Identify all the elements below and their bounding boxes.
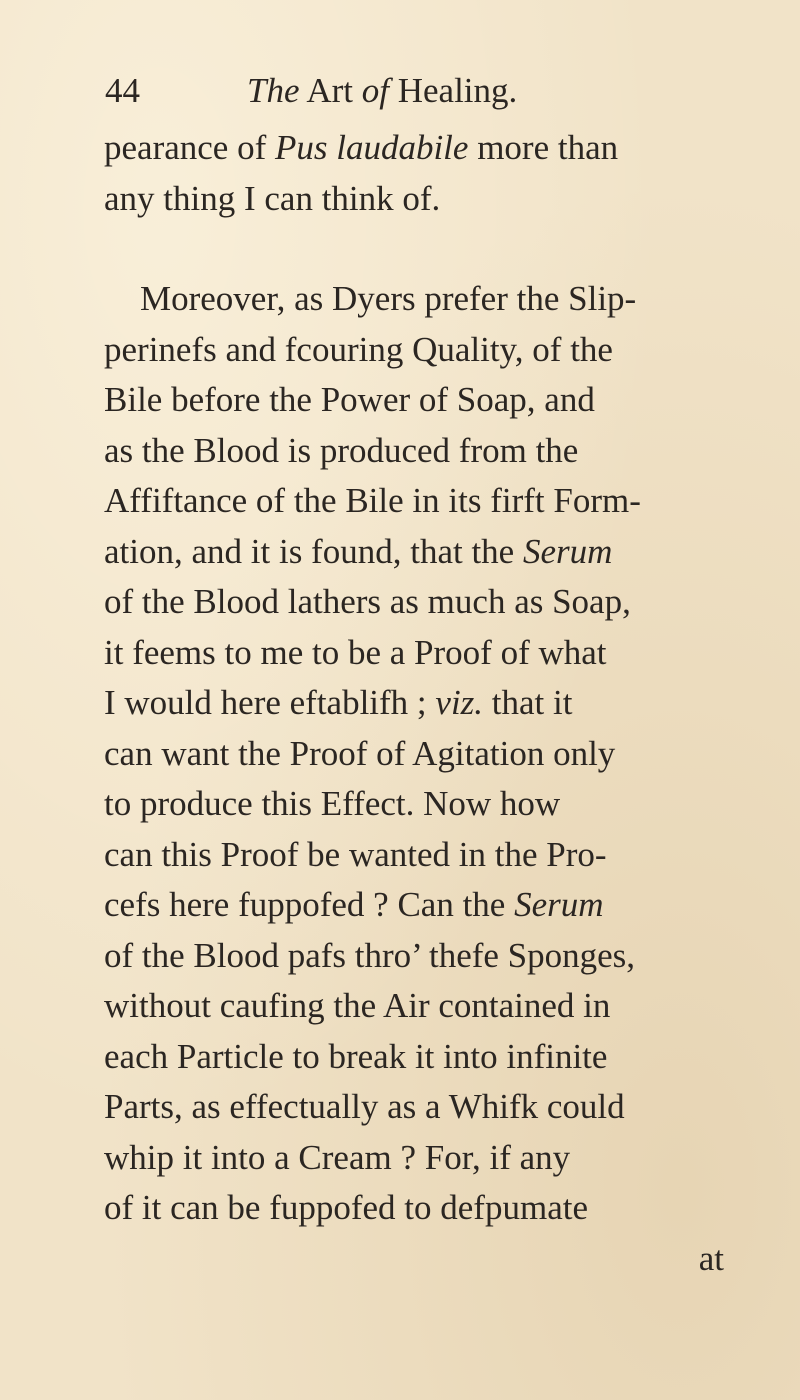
title-of: of (361, 71, 389, 110)
text-line: any thing I can think of. (104, 178, 441, 218)
text-line: it feems to me to be a Proof of what (104, 632, 607, 672)
text-line: without caufing the Air contained in (104, 986, 611, 1025)
catchword: at (698, 1238, 724, 1278)
text-line: Moreover, as Dyers prefer the Slip- (140, 279, 637, 318)
text-line: ation, and it is found, that the Serum (104, 531, 613, 571)
latin-term: Pus laudabile (274, 128, 469, 167)
text-line: of the Blood pafs thro’ thefe Sponges, (104, 935, 636, 975)
text-line: as the Blood is produced from the (104, 430, 579, 470)
running-header (105, 66, 665, 116)
text-line: whip it into a Cream ? For, if any (104, 1137, 571, 1177)
latin-term: Serum (522, 531, 613, 571)
text-line: I would here eftablifh ; viz. that it (104, 683, 573, 722)
text-line: can this Proof be wanted in the Pro- (104, 834, 607, 874)
text-line: of the Blood lathers as much as Soap, (104, 582, 631, 621)
title-the: The (247, 71, 300, 110)
text-line: to produce this Effect. Now how (104, 784, 561, 823)
text-line: cefs here fuppofed ? Can the Serum (104, 885, 604, 924)
text-line: each Particle to break it into infinite (104, 1036, 608, 1076)
text-line: Parts, as effectually as a Whifk could (104, 1087, 625, 1126)
title-art: Art (306, 71, 353, 110)
page-number: 44 (105, 71, 140, 110)
text-line: Affiftance of the Bile in its firft Form- (104, 481, 641, 520)
latin-term: viz. (435, 683, 484, 722)
running-title (247, 66, 517, 116)
paragraph-gap (104, 224, 744, 274)
text-line: perinefs and fcouring Quality, of the (104, 329, 613, 369)
body-text (104, 123, 744, 1284)
latin-term: Serum (514, 885, 604, 924)
title-healing: Healing. (397, 71, 518, 110)
text-line: Bile before the Power of Soap, and (104, 380, 595, 419)
text-line: of it can be fuppofed to defpumate (104, 1188, 588, 1227)
text-line: pearance of Pus laudabile more than (104, 128, 619, 167)
text-line: can want the Proof of Agitation only (104, 733, 616, 773)
